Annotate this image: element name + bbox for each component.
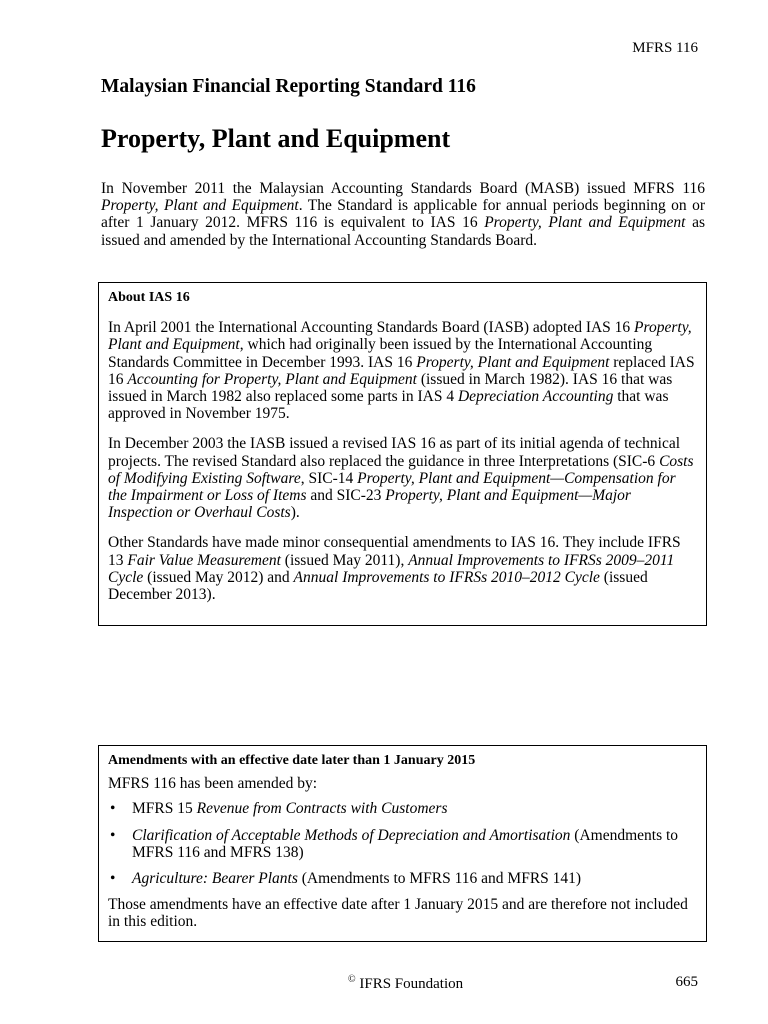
about-italic: Annual Improvements to IFRSs 2010–2012 Cycle [293, 568, 600, 586]
about-italic: Property, Plant and Equipment—Compensation for the Impairment or Loss of Items [108, 469, 676, 505]
item-text: MFRS 15 [132, 800, 197, 818]
intro-text: In November 2011 the Malaysian Accounting Standards Board (MASB) issued MFRS 116 [101, 180, 705, 197]
about-text: (issued in March 1982). IAS 16 that was issued in March 1982 also replaced some parts in IAS 4 [108, 370, 673, 406]
bullet-icon: • [110, 870, 116, 888]
about-italic: Costs of Modifying Existing Software [108, 452, 694, 487]
amendments-list [108, 800, 698, 887]
about-ias16-box [98, 282, 707, 626]
amendments-heading: Amendments with an effective date later than 1 January 2015 [108, 753, 476, 768]
about-text: In December 2003 the IASB issued a revised IAS 16 as part of its initial agenda of technical projects. The revised Standard also replaced the guidance in three Interpretations (SIC-6 [108, 435, 681, 470]
about-text: (issued December 2013). [108, 568, 648, 604]
about-italic: Property, Plant and Equipment—Major Inspection or Overhaul Costs [108, 487, 631, 522]
about-text: , which had originally been issued by the International Accounting Standards Committee in December 1993. IAS 16 [108, 336, 653, 371]
about-text: In April 2001 the International Accounting Standards Board (IASB) adopted IAS 16 [108, 319, 635, 337]
main-title: Property, Plant and Equipment [101, 124, 451, 153]
page-header-ref: MFRS 116 [632, 40, 698, 56]
standard-title: Malaysian Financial Reporting Standard 116 [101, 76, 476, 97]
item-italic: Clarification of Acceptable Methods of Depreciation and Amortisation [132, 826, 571, 844]
about-text: (issued May 2012) and [143, 568, 294, 586]
list-item [108, 827, 698, 861]
about-italic: Fair Value Measurement [127, 551, 281, 569]
amendments-box [98, 745, 707, 942]
about-text: Other Standards have made minor consequential amendments to IAS 16. They include IFRS 13 [108, 534, 681, 569]
about-text: , SIC-14 [300, 469, 358, 487]
footer-copyright [348, 974, 463, 993]
footer-organization: IFRS Foundation [355, 976, 464, 992]
page-number: 665 [675, 974, 698, 990]
about-text: and SIC-23 [306, 487, 386, 505]
item-italic: Revenue from Contracts with Customers [196, 800, 448, 818]
about-italic: Accounting for Property, Plant and Equipment [127, 370, 417, 388]
about-text: ). [290, 504, 300, 522]
item-text: (Amendments to MFRS 116 and MFRS 138) [132, 826, 679, 861]
about-italic: Depreciation Accounting [457, 388, 614, 406]
list-item [108, 870, 698, 887]
about-italic: Property, Plant and Equipment [108, 319, 692, 354]
about-paragraph-2 [108, 435, 698, 521]
item-italic: Agriculture: Bearer Plants [132, 870, 298, 888]
about-text: replaced IAS 16 [108, 353, 695, 388]
item-text: (Amendments to MFRS 116 and MFRS 141) [297, 870, 582, 888]
copyright-icon: © [348, 974, 356, 985]
about-paragraph-3 [108, 534, 698, 603]
bullet-icon: • [110, 826, 116, 844]
amendments-closing: Those amendments have an effective date after 1 January 2015 and are therefore not included in this edition. [108, 896, 688, 931]
intro-paragraph [101, 180, 705, 249]
intro-italic: Property, Plant and Equipment [484, 214, 686, 232]
about-italic: Property, Plant and Equipment [416, 353, 610, 371]
list-item [108, 800, 698, 817]
intro-italic: Property, Plant and Equipment [101, 197, 299, 215]
intro-text: . The Standard is applicable for annual periods beginning on or after 1 January 2012. MFRS 116 is equivalent to IAS 16 [101, 197, 705, 232]
about-italic: Annual Improvements to IFRSs 2009–2011 Cycle [108, 551, 675, 586]
amendments-lead: MFRS 116 has been amended by: [108, 775, 318, 793]
about-paragraph-1 [108, 319, 698, 422]
about-heading: About IAS 16 [108, 290, 190, 305]
bullet-icon: • [110, 800, 116, 818]
about-text: (issued May 2011), [280, 551, 409, 569]
intro-text: as issued and amended by the International Accounting Standards Board. [101, 214, 706, 249]
about-text: that was approved in November 1975. [108, 388, 669, 423]
